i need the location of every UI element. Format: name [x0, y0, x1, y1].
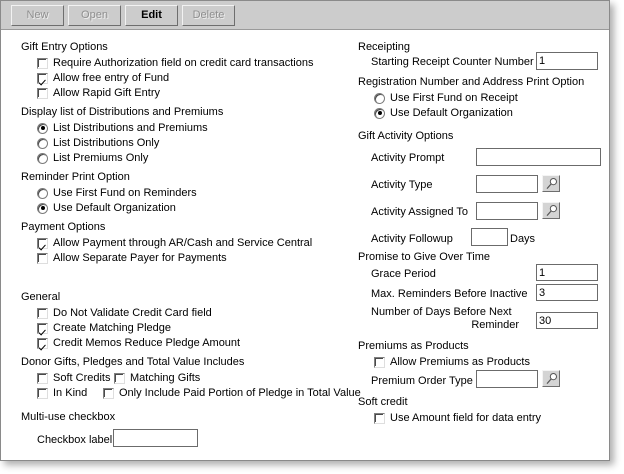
use-first-fund-reminders-radio[interactable]: [37, 188, 48, 199]
use-first-fund-reminders-label: Use First Fund on Reminders: [53, 187, 197, 199]
list-distributions-and-premiums-label: List Distributions and Premiums: [53, 122, 208, 134]
checkbox-row-allow-premiums-as-products[interactable]: [374, 356, 530, 368]
max-reminders-before-inactive-input[interactable]: [536, 284, 598, 301]
checkbox-row-use-amount-field[interactable]: [374, 412, 541, 424]
radio-row-list-distributions-only[interactable]: [37, 137, 159, 149]
checkbox-row-allow-payment-ar-cash[interactable]: [37, 237, 312, 249]
activity-prompt-label-row: [371, 152, 444, 164]
allow-rapid-gift-entry-label: Allow Rapid Gift Entry: [53, 87, 160, 99]
gift-activity-options-title: Gift Activity Options: [358, 130, 454, 142]
premium-order-type-label-row: [371, 375, 473, 387]
list-distributions-only-label: List Distributions Only: [53, 137, 160, 149]
registration-print-option-title: Registration Number and Address Print Option: [358, 76, 585, 88]
activity-assigned-to-label: Activity Assigned To: [371, 206, 469, 218]
left-options-column: [1, 30, 361, 462]
soft-credit-title: Soft credit: [358, 396, 408, 408]
checkbox-row-allow-separate-payer[interactable]: [37, 252, 227, 264]
allow-free-entry-fund-label: Allow free entry of Fund: [53, 72, 170, 84]
checkbox-row-credit-memos-reduce-pledge[interactable]: [37, 337, 240, 349]
radio-row-list-distributions-and-premiums[interactable]: [37, 122, 208, 134]
allow-premiums-as-products-checkbox[interactable]: [374, 357, 385, 368]
radio-row-list-premiums-only[interactable]: [37, 152, 148, 164]
max-reminders-before-inactive-label: Max. Reminders Before Inactive: [371, 288, 528, 300]
magnifier-icon: [545, 372, 559, 386]
list-distributions-only-radio[interactable]: [37, 138, 48, 149]
use-amount-field-checkbox[interactable]: [374, 413, 385, 424]
receipting-title: Receipting: [358, 41, 410, 53]
use-default-organization-receipt-radio[interactable]: [374, 108, 385, 119]
allow-rapid-gift-entry-checkbox[interactable]: [37, 88, 48, 99]
do-not-validate-credit-card-checkbox[interactable]: [37, 308, 48, 319]
list-premiums-only-radio[interactable]: [37, 153, 48, 164]
checkbox-row-require-authorization[interactable]: [37, 57, 313, 69]
use-default-organization-reminders-label: Use Default Organization: [53, 202, 176, 214]
delete-button[interactable]: Delete: [182, 5, 235, 26]
require-authorization-label: Require Authorization field on credit card transactions: [53, 57, 314, 69]
reminder-print-option-title: Reminder Print Option: [21, 171, 130, 183]
checkbox-row-soft-credits[interactable]: [37, 372, 110, 384]
allow-separate-payer-label: Allow Separate Payer for Payments: [53, 252, 227, 264]
activity-type-lookup-button[interactable]: [542, 175, 560, 192]
grace-period-label: Grace Period: [371, 268, 436, 280]
only-include-paid-portion-label: Only Include Paid Portion of Pledge in Total Value: [119, 387, 361, 399]
activity-followup-input[interactable]: [471, 228, 508, 246]
premium-order-type-input[interactable]: [476, 370, 538, 388]
credit-memos-reduce-pledge-checkbox[interactable]: [37, 338, 48, 349]
activity-assigned-to-lookup-button[interactable]: [542, 202, 560, 219]
use-amount-field-label: Use Amount field for data entry: [390, 412, 542, 424]
radio-row-use-default-organization-reminders[interactable]: [37, 202, 176, 214]
use-default-organization-receipt-label: Use Default Organization: [390, 107, 513, 119]
soft-credits-label: Soft Credits: [53, 372, 111, 384]
starting-receipt-counter-input[interactable]: [536, 52, 598, 70]
allow-separate-payer-checkbox[interactable]: [37, 253, 48, 264]
create-matching-pledge-label: Create Matching Pledge: [53, 322, 172, 334]
activity-prompt-input[interactable]: [476, 148, 601, 166]
soft-credits-checkbox[interactable]: [37, 373, 48, 384]
activity-followup-days-suffix: Days: [510, 233, 536, 245]
premium-order-type-label: Premium Order Type: [371, 375, 473, 387]
checkbox-row-matching-gifts[interactable]: [114, 372, 200, 384]
matching-gifts-checkbox[interactable]: [114, 373, 125, 384]
radio-row-use-default-organization-receipt[interactable]: [374, 107, 513, 119]
checkbox-label-field-label-row: [37, 434, 112, 446]
new-button[interactable]: New: [11, 5, 64, 26]
starting-receipt-counter-label-row: [371, 56, 534, 68]
days-before-next-reminder-input[interactable]: [536, 312, 598, 329]
multi-use-checkbox-title: Multi-use checkbox: [21, 411, 116, 423]
checkbox-row-allow-rapid-gift-entry[interactable]: [37, 87, 160, 99]
activity-type-label: Activity Type: [371, 179, 433, 191]
checkbox-row-create-matching-pledge[interactable]: [37, 322, 171, 334]
create-matching-pledge-checkbox[interactable]: [37, 323, 48, 334]
checkbox-row-allow-free-entry-fund[interactable]: [37, 72, 169, 84]
premiums-as-products-title: Premiums as Products: [358, 340, 469, 352]
require-authorization-checkbox[interactable]: [37, 58, 48, 69]
activity-assigned-to-input[interactable]: [476, 202, 538, 220]
grace-period-input[interactable]: [536, 264, 598, 281]
checkbox-row-in-kind[interactable]: [37, 387, 87, 399]
list-distributions-and-premiums-radio[interactable]: [37, 123, 48, 134]
premium-order-type-lookup-button[interactable]: [542, 370, 560, 387]
allow-premiums-as-products-label: Allow Premiums as Products: [390, 356, 530, 368]
activity-type-label-row: [371, 179, 433, 191]
max-reminders-label-row: [371, 288, 528, 300]
toolbar: [1, 1, 609, 30]
days-before-next-reminder-label-row-2: [371, 319, 519, 331]
days-before-next-reminder-label-line1: Number of Days Before Next: [371, 306, 512, 318]
in-kind-label: In Kind: [53, 387, 88, 399]
use-first-fund-receipt-label: Use First Fund on Receipt: [390, 92, 518, 104]
activity-followup-label-row: [371, 233, 453, 245]
edit-button[interactable]: Edit: [125, 5, 178, 26]
payment-options-title: Payment Options: [21, 221, 106, 233]
activity-followup-label: Activity Followup: [371, 233, 453, 245]
checkbox-row-do-not-validate-credit-card[interactable]: [37, 307, 212, 319]
use-first-fund-receipt-radio[interactable]: [374, 93, 385, 104]
days-before-next-reminder-label-line2: Reminder: [471, 319, 519, 331]
activity-followup-days-suffix-row: [510, 233, 535, 245]
allow-payment-ar-cash-checkbox[interactable]: [37, 238, 48, 249]
activity-type-input[interactable]: [476, 175, 538, 193]
list-premiums-only-label: List Premiums Only: [53, 152, 149, 164]
matching-gifts-label: Matching Gifts: [130, 372, 201, 384]
promise-to-give-title: Promise to Give Over Time: [358, 251, 491, 263]
only-include-paid-portion-checkbox[interactable]: [103, 388, 114, 399]
use-default-organization-reminders-radio[interactable]: [37, 203, 48, 214]
radio-row-use-first-fund-receipt[interactable]: [374, 92, 518, 104]
checkbox-row-only-include-paid-portion[interactable]: [103, 387, 361, 399]
right-options-column: [349, 30, 611, 462]
magnifier-icon: [545, 177, 559, 191]
open-button[interactable]: Open: [68, 5, 121, 26]
checkbox-label-field-label: Checkbox label: [37, 434, 113, 446]
activity-assigned-to-label-row: [371, 206, 468, 218]
donor-gifts-title: Donor Gifts, Pledges and Total Value Includes: [21, 356, 245, 368]
gift-entry-options-title: Gift Entry Options: [21, 41, 108, 53]
allow-payment-ar-cash-label: Allow Payment through AR/Cash and Service Central: [53, 237, 313, 249]
activity-prompt-label: Activity Prompt: [371, 152, 445, 164]
allow-free-entry-fund-checkbox[interactable]: [37, 73, 48, 84]
days-before-next-reminder-label-row: [371, 306, 512, 318]
in-kind-checkbox[interactable]: [37, 388, 48, 399]
magnifier-icon: [545, 204, 559, 218]
radio-row-use-first-fund-reminders[interactable]: [37, 187, 197, 199]
grace-period-label-row: [371, 268, 436, 280]
checkbox-label-input[interactable]: [113, 429, 198, 447]
display-list-title: Display list of Distributions and Premiums: [21, 106, 224, 118]
starting-receipt-counter-label: Starting Receipt Counter Number: [371, 56, 534, 68]
do-not-validate-credit-card-label: Do Not Validate Credit Card field: [53, 307, 212, 319]
general-title: General: [21, 291, 61, 303]
credit-memos-reduce-pledge-label: Credit Memos Reduce Pledge Amount: [53, 337, 241, 349]
